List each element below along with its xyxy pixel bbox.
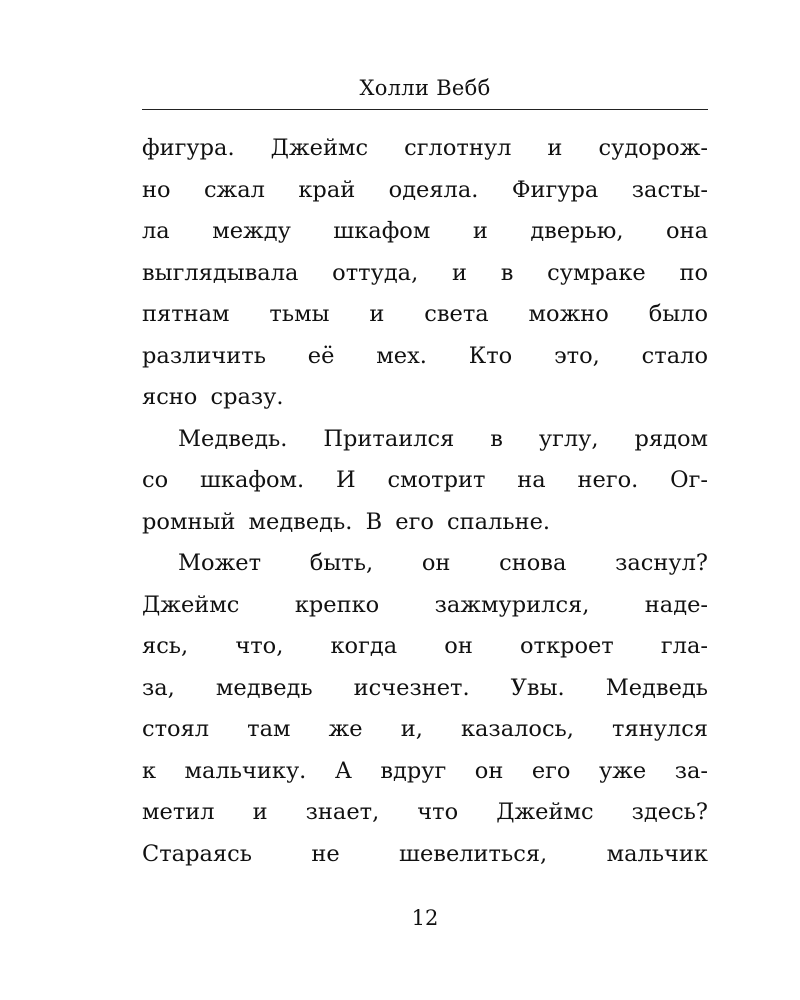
text-line: выглядывала оттуда, и в сумраке по <box>142 259 708 286</box>
text-line: различить её мех. Кто это, стало <box>142 342 708 369</box>
text-line: но сжал край одеяла. Фигура засты- <box>142 176 708 203</box>
page-number: 12 <box>411 906 439 930</box>
text-line: пятнам тьмы и света можно было <box>142 301 708 327</box>
text-line: ясь, что, когда он откроет гла- <box>142 633 708 659</box>
text-line: Медведь. Притаился в углу, рядом <box>178 425 708 452</box>
header-divider <box>142 109 708 110</box>
text-line: метил и знает, что Джеймс здесь? <box>142 799 708 825</box>
text-line: ромный медведь. В его спальне. <box>142 508 551 535</box>
page-body-text <box>142 128 708 875</box>
text-line: Джеймс крепко зажмурился, наде- <box>142 591 708 618</box>
text-line: ясно сразу. <box>142 384 284 410</box>
text-line: Может быть, он снова заснул? <box>178 550 708 576</box>
text-line: Стараясь не шевелиться, мальчик <box>142 840 708 867</box>
running-head: Холли Вебб <box>359 76 491 100</box>
text-line: ла между шкафом и дверью, она <box>142 218 708 244</box>
text-line: фигура. Джеймс сглотнул и судорож- <box>142 135 708 161</box>
text-line: за, медведь исчезнет. Увы. Медведь <box>142 674 708 701</box>
text-line: стоял там же и, казалось, тянулся <box>142 716 708 742</box>
text-line: к мальчику. А вдруг он его уже за- <box>142 757 708 784</box>
text-line: со шкафом. И смотрит на него. Ог- <box>142 467 708 493</box>
